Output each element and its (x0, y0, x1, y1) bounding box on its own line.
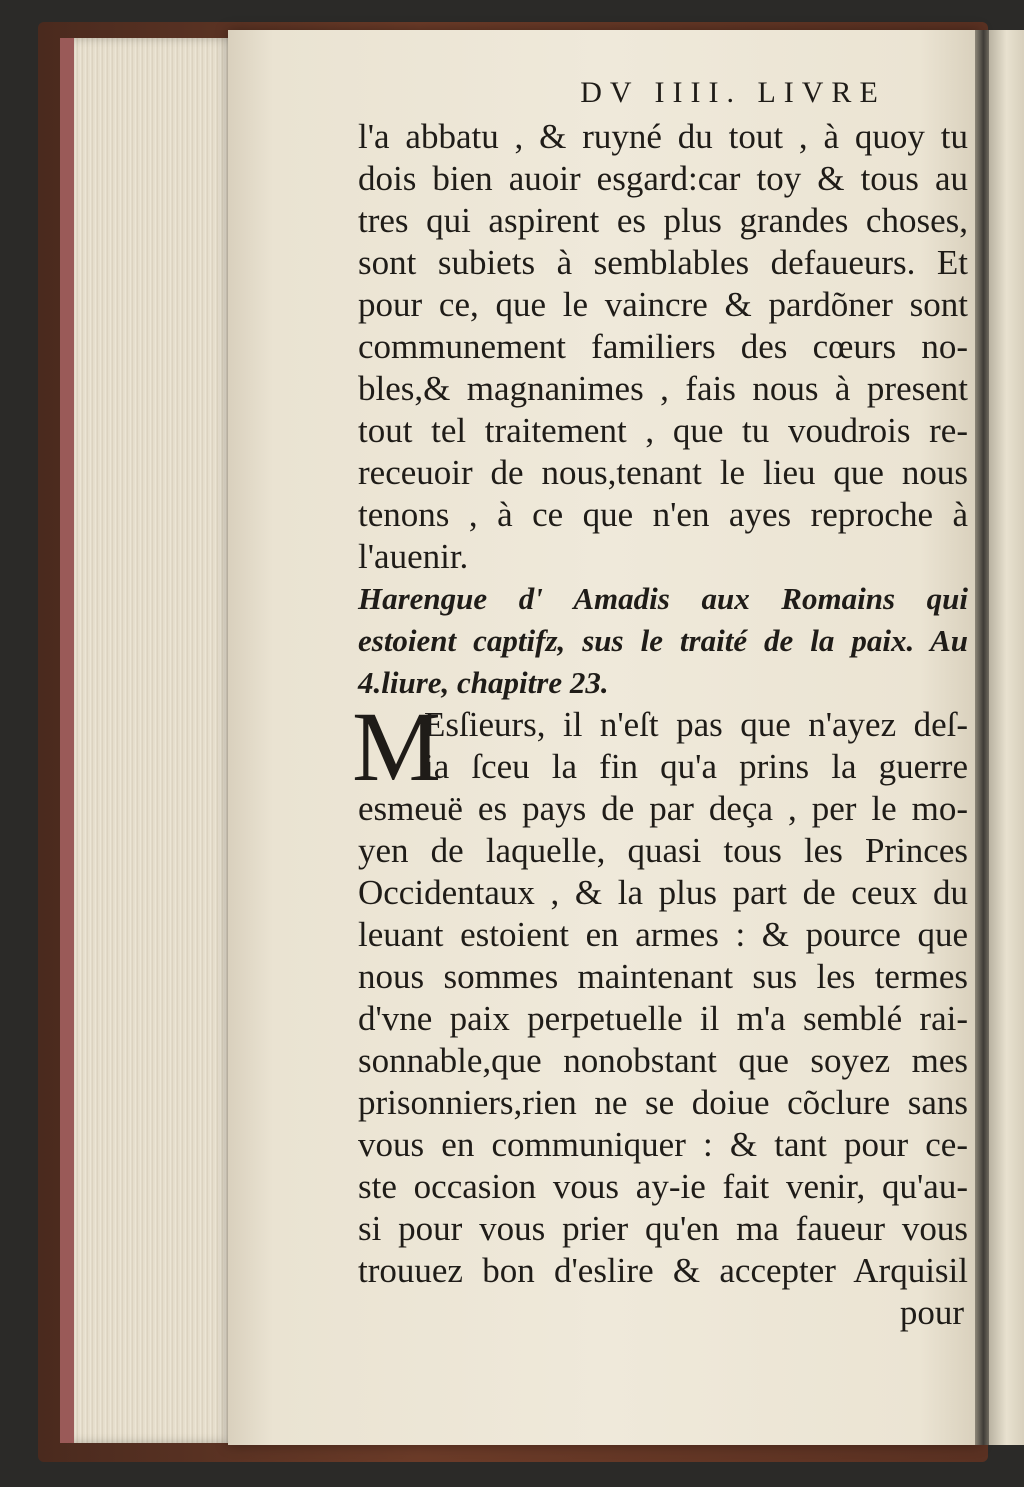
text-line: yen de laquelle, quasi tous les Princes (358, 831, 968, 870)
text-line: nous sommes maintenant sus les termes (358, 957, 968, 996)
heading-line: estoient captifz, sus le traité de la paix. Au (358, 623, 968, 658)
speech-body (352, 691, 968, 1292)
text-line: si pour vous prier qu'en ma faueur vous (358, 1209, 968, 1248)
text-line: bles,& magnanimes , fais nous à present (358, 369, 968, 408)
text-line: l'a abbatu , & ruyné du tout , à quoy tu (358, 117, 968, 156)
text-line: communement familiers des cœurs no- (358, 327, 968, 366)
section-heading (358, 578, 968, 704)
facing-page-edge (989, 30, 1024, 1445)
text-block (352, 72, 968, 1334)
heading-line: Harengue d' Amadis aux Romains qui (358, 581, 968, 616)
catchword: pour (899, 1293, 964, 1332)
text-line: ia ſceu la fin qu'a prins la guerre (424, 747, 968, 786)
drop-cap: M (352, 691, 441, 802)
text-line: dois bien auoir esgard:car toy & tous au (358, 159, 968, 198)
text-line: d'vne paix perpetuelle il m'a semblé rai- (358, 999, 968, 1038)
book-page (228, 30, 980, 1445)
text-line: ste occasion vous ay-ie fait venir, qu'au- (358, 1167, 968, 1206)
heading-line: 4.liure, chapitre 23. (358, 665, 609, 700)
text-line: tout tel traitement , que tu voudrois re- (358, 411, 968, 450)
text-line: vous en communiquer : & tant pour ce- (358, 1125, 968, 1164)
text-line: leuant estoient en armes : & pource que (358, 915, 968, 954)
text-line: trouuez bon d'eslire & accepter Arquisil (358, 1251, 968, 1290)
text-line: pour ce, que le vaincre & pardõner sont (358, 285, 968, 324)
book-gutter (975, 30, 989, 1445)
text-line: sonnable,que nonobstant que soyez mes (358, 1041, 968, 1080)
text-line: tenons , à ce que n'en ayes reproche à (358, 495, 968, 534)
text-line: Esſieurs, il n'eſt pas que n'ayez deſ- (424, 705, 968, 744)
text-line: tres qui aspirent es plus grandes choses, (358, 201, 968, 240)
text-line: l'auenir. (358, 537, 469, 576)
text-line: sont subiets à semblables defaueurs. Et (358, 243, 968, 282)
speech-ending (358, 116, 968, 578)
text-line: receuoir de nous,tenant le lieu que nous (358, 453, 968, 492)
page-block-edge (60, 38, 242, 1443)
text-line: esmeuë es pays de par deça , per le mo- (358, 789, 968, 828)
running-head: DV IIII. LIVRE (580, 76, 886, 109)
text-line: Occidentaux , & la plus part de ceux du (358, 873, 968, 912)
text-line: prisonniers,rien ne se doiue cõclure sans (358, 1083, 968, 1122)
